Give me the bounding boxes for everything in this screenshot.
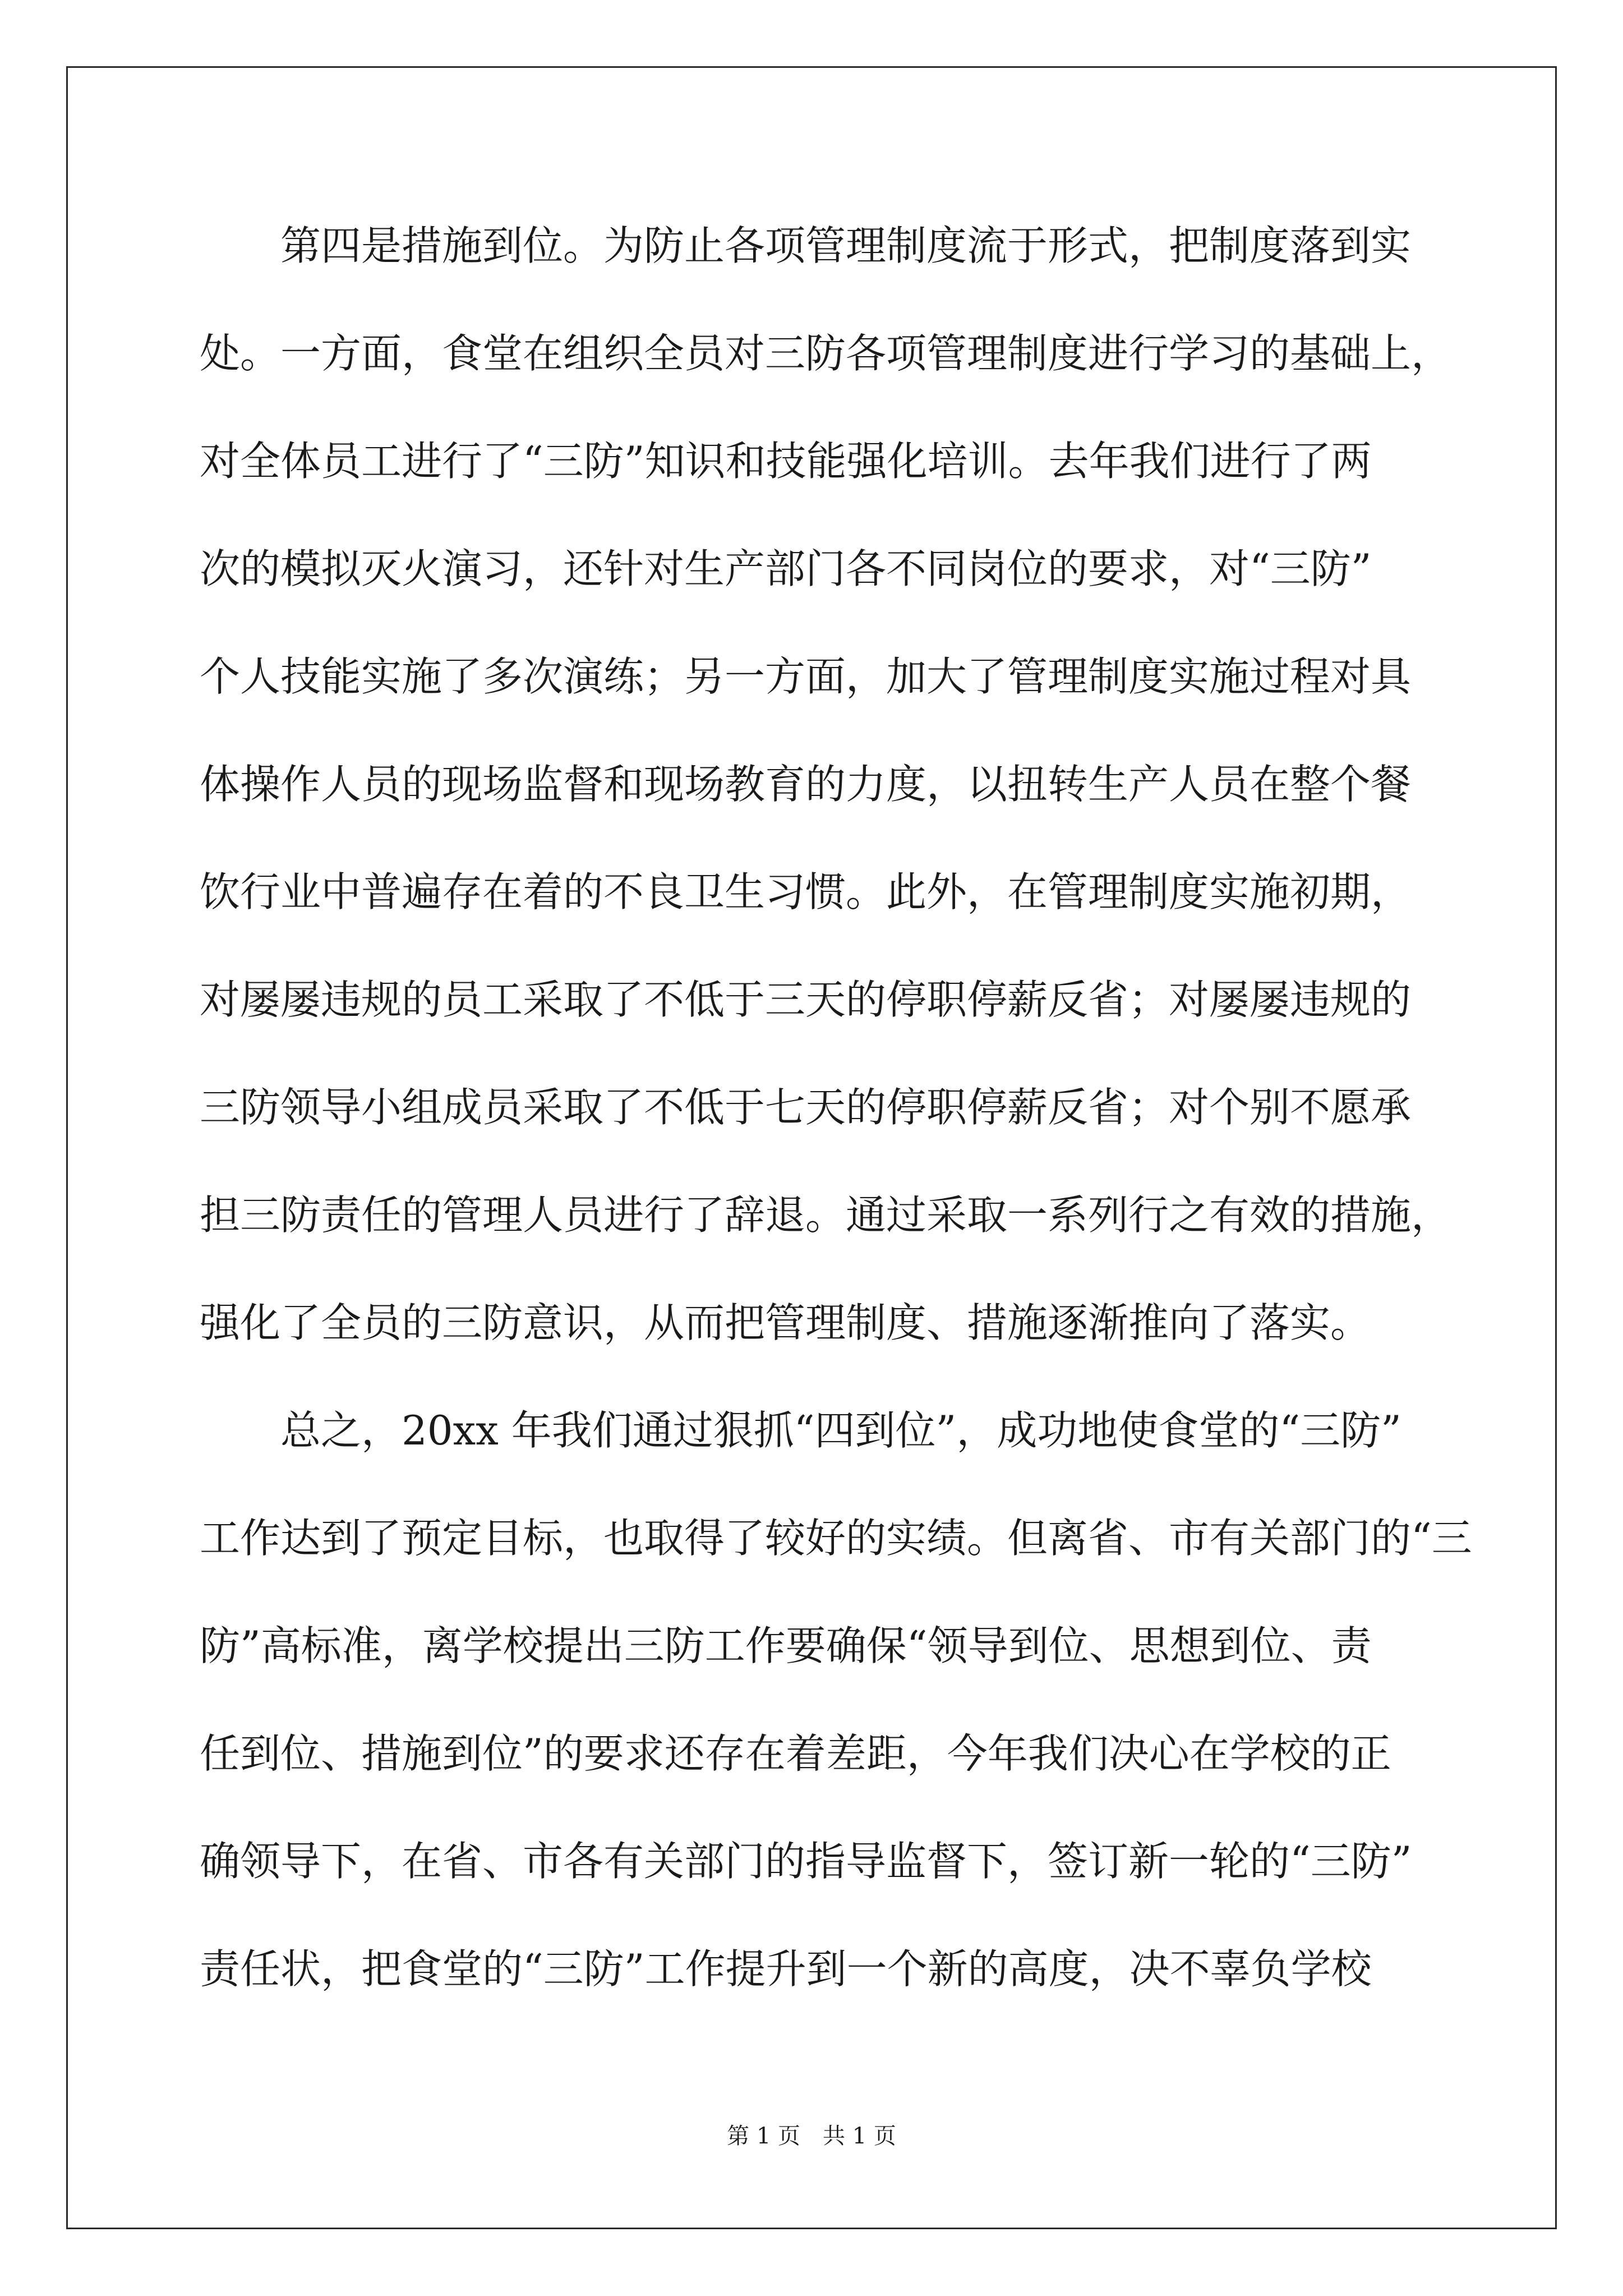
text-line: 三防领导小组成员采取了不低于七天的停职停薪反省；对个别不愿承 (200, 1084, 1412, 1131)
text-line: 担三防责任的管理人员进行了辞退。通过采取一系列行之有效的措施， (200, 1191, 1452, 1239)
text-line: 饮行业中普遍存在着的不良卫生习惯。此外，在管理制度实施初期， (200, 868, 1412, 915)
page-border (66, 66, 1557, 2229)
text-line: 责任状，把食堂的“三防”工作提升到一个新的高度，决不辜负学校 (200, 1945, 1372, 1993)
page-number-footer: 第 1 页 共 1 页 (727, 2123, 896, 2149)
text-line: 总之，20xx 年我们通过狠抓“四到位”，成功地使食堂的“三防” (200, 1407, 1401, 1454)
text-line: 防”高标准，离学校提出三防工作要确保“领导到位、思想到位、责 (200, 1622, 1372, 1669)
text-line: 强化了全员的三防意识，从而把管理制度、措施逐渐推向了落实。 (200, 1299, 1371, 1346)
text-line: 第四是措施到位。为防止各项管理制度流于形式，把制度落到实 (200, 222, 1412, 269)
text-line: 对屡屡违规的员工采取了不低于三天的停职停薪反省；对屡屡违规的 (200, 976, 1412, 1023)
text-line: 处。一方面，食堂在组织全员对三防各项管理制度进行学习的基础上， (200, 330, 1452, 377)
text-line: 体操作人员的现场监督和现场教育的力度，以扭转生产人员在整个餐 (200, 761, 1412, 808)
text-line: 个人技能实施了多次演练；另一方面，加大了管理制度实施过程对具 (200, 653, 1412, 700)
text-line: 确领导下，在省、市各有关部门的指导监督下，签订新一轮的“三防” (200, 1838, 1412, 1885)
text-line: 工作达到了预定目标，也取得了较好的实绩。但离省、市有关部门的“三 (200, 1515, 1472, 1562)
text-line: 任到位、措施到位”的要求还存在着差距，今年我们决心在学校的正 (200, 1730, 1391, 1777)
text-line: 对全体员工进行了“三防”知识和技能强化培训。去年我们进行了两 (200, 438, 1372, 485)
text-line: 次的模拟灭火演习，还针对生产部门各不同岗位的要求，对“三防” (200, 545, 1372, 592)
